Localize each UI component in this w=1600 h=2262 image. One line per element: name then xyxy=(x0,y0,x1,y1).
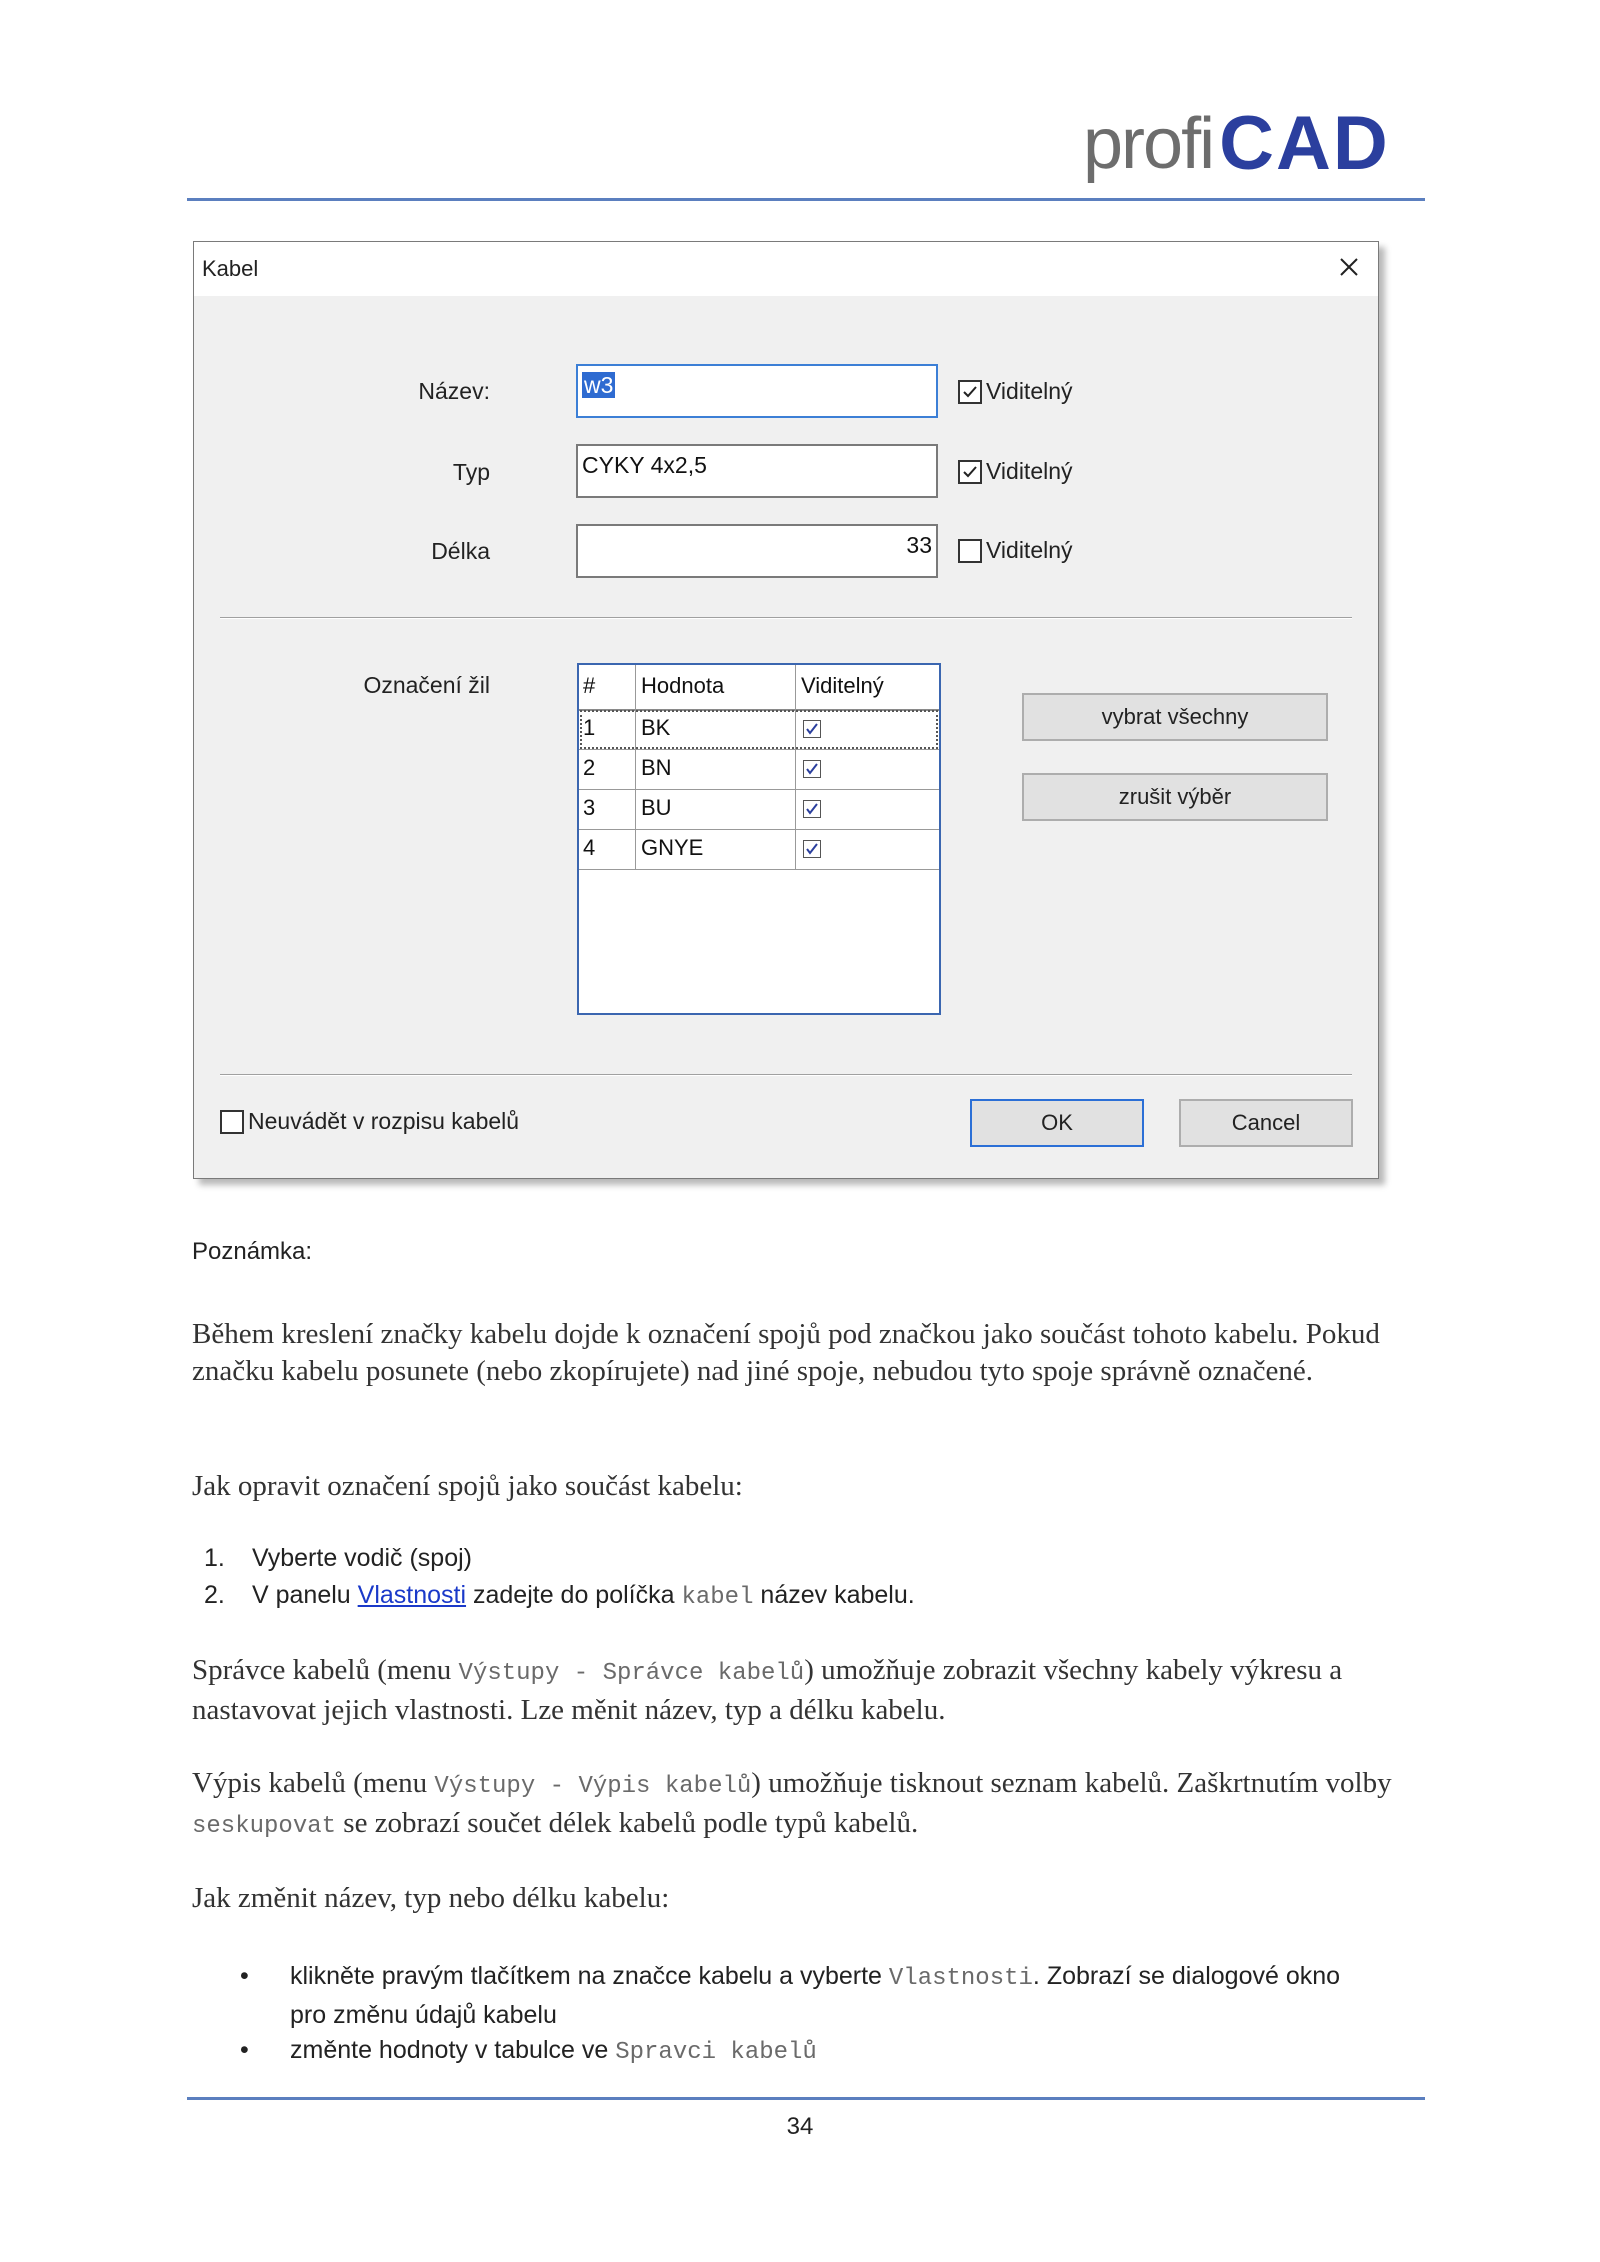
code-text: seskupovat xyxy=(192,1813,337,1840)
grid-cell-value: BU xyxy=(641,795,672,820)
list-text: klikněte pravým tlačítkem na značce kabelu a vyberte xyxy=(290,1962,889,1990)
note-paragraph-1: Během kreslení značky kabelu dojde k označení spojů pod značkou jako součást tohoto kabelu. Pokud značku kabelu posunete (nebo zkopírujete) nad jiné spoje, nebudou tyto spoje správně označené. xyxy=(192,1318,1380,1387)
footer-rule xyxy=(187,2097,1425,2100)
length-visible-checkbox[interactable] xyxy=(958,537,1073,564)
dialog-titlebar xyxy=(194,242,1378,296)
header-rule xyxy=(187,198,1425,201)
list-number: 1. xyxy=(204,1544,225,1572)
grid-header-num: # xyxy=(583,673,596,698)
name-value: w3 xyxy=(584,372,614,398)
length-value: 33 xyxy=(906,532,932,558)
list-text: změnte hodnoty v tabulce ve xyxy=(290,2036,616,2064)
grid-cell-num: 3 xyxy=(583,795,596,820)
separator-top xyxy=(220,617,1352,619)
para-text: ) umožňuje tisknout seznam kabelů. Zaškrtnutím volby xyxy=(751,1767,1392,1799)
grid-cell-value: BK xyxy=(641,715,671,740)
list-text: zadejte do políčka xyxy=(466,1581,682,1609)
note-heading: Poznámka: xyxy=(192,1238,313,1265)
type-visible-checkbox[interactable] xyxy=(958,458,1073,485)
list-text: . Zobrazí se dialogové okno pro změnu údajů kabelu xyxy=(290,1962,1341,2029)
grid-cell-num: 2 xyxy=(583,755,596,780)
para-text: Správce kabelů (menu xyxy=(192,1654,459,1686)
visible-label: Viditelný xyxy=(986,537,1073,563)
para-text: se zobrazí součet délek kabelů podle typů kabelů. xyxy=(336,1807,919,1839)
numbered-list-item xyxy=(204,1540,472,1577)
grid-visible-checkbox[interactable] xyxy=(803,720,821,738)
grid-visible-checkbox[interactable] xyxy=(803,760,821,778)
grid-header xyxy=(579,665,939,711)
proficad-logo xyxy=(1083,101,1390,186)
grid-header-visible: Viditelný xyxy=(801,673,884,698)
separator-bottom xyxy=(220,1074,1352,1076)
logo-profi-text: profi xyxy=(1083,104,1214,184)
select-all-button[interactable]: vybrat všechny xyxy=(1022,693,1328,741)
list-number: 2. xyxy=(204,1581,225,1609)
checkbox-box xyxy=(958,380,982,404)
grid-row[interactable] xyxy=(579,709,939,750)
code-text: Vlastnosti xyxy=(888,1965,1033,1992)
para-text: Výpis kabelů (menu xyxy=(192,1767,435,1799)
note-paragraph-2: Jak opravit označení spojů jako součást kabelu: xyxy=(192,1470,743,1502)
grid-row[interactable] xyxy=(579,749,939,790)
bullet-icon: • xyxy=(240,1962,249,1990)
checkbox-box xyxy=(220,1110,244,1134)
grid-visible-checkbox[interactable] xyxy=(803,800,821,818)
code-text: kabel xyxy=(681,1584,754,1611)
properties-link[interactable]: Vlastnosti xyxy=(357,1581,467,1609)
grid-visible-checkbox[interactable] xyxy=(803,840,821,858)
exclude-from-list-checkbox[interactable] xyxy=(220,1108,519,1135)
code-text: Spravci kabelů xyxy=(615,2039,817,2066)
grid-row[interactable] xyxy=(579,789,939,830)
cores-grid[interactable] xyxy=(577,663,941,1015)
bullet-icon: • xyxy=(240,2036,249,2064)
numbered-list-item xyxy=(204,1577,915,1616)
list-text: název kabelu. xyxy=(753,1581,915,1609)
list-text: V panelu xyxy=(252,1581,358,1609)
type-value: CYKY 4x2,5 xyxy=(582,452,707,478)
code-text: Výstupy - Výpis kabelů xyxy=(434,1773,752,1800)
bullet-list-item xyxy=(240,2032,1380,2071)
grid-cell-value: GNYE xyxy=(641,835,704,860)
cancel-button[interactable]: Cancel xyxy=(1179,1099,1353,1147)
checkbox-box xyxy=(958,460,982,484)
cable-dialog xyxy=(193,241,1379,1179)
note-paragraph-5: Jak změnit název, typ nebo délku kabelu: xyxy=(192,1882,670,1914)
logo-cad-text: CAD xyxy=(1219,101,1390,186)
bullet-list-item xyxy=(240,1958,1380,2034)
name-label: Název: xyxy=(418,378,490,404)
list-text: Vyberte vodič (spoj) xyxy=(252,1544,472,1572)
grid-header-value: Hodnota xyxy=(641,673,725,698)
ok-button[interactable]: OK xyxy=(970,1099,1144,1147)
close-icon[interactable] xyxy=(1334,252,1364,282)
length-label: Délka xyxy=(431,538,490,564)
name-visible-checkbox[interactable] xyxy=(958,378,1073,405)
grid-col-divider xyxy=(635,665,636,709)
deselect-button[interactable]: zrušit výběr xyxy=(1022,773,1328,821)
checkbox-box xyxy=(958,539,982,563)
para-text: ) umožňuje zobrazit všechny kabely výkresu a nastavovat jejich vlastnosti. Lze měnit název, typ a délku kabelu. xyxy=(192,1654,1343,1726)
length-input[interactable] xyxy=(576,524,938,578)
visible-label: Viditelný xyxy=(986,378,1073,404)
note-paragraph-4 xyxy=(192,1765,1422,1845)
grid-cell-num: 4 xyxy=(583,835,596,860)
dialog-title: Kabel xyxy=(202,256,259,281)
cores-label: Označení žil xyxy=(363,672,490,698)
exclude-label: Neuvádět v rozpisu kabelů xyxy=(248,1108,520,1134)
visible-label: Viditelný xyxy=(986,458,1073,484)
code-text: Výstupy - Správce kabelů xyxy=(458,1660,805,1687)
type-label: Typ xyxy=(452,459,490,485)
name-input[interactable] xyxy=(576,364,938,418)
grid-cell-value: BN xyxy=(641,755,672,780)
page-number: 34 xyxy=(786,2113,814,2140)
grid-cell-num: 1 xyxy=(583,715,596,740)
note-paragraph-3 xyxy=(192,1652,1422,1729)
grid-row[interactable] xyxy=(579,829,939,870)
type-input[interactable] xyxy=(576,444,938,498)
